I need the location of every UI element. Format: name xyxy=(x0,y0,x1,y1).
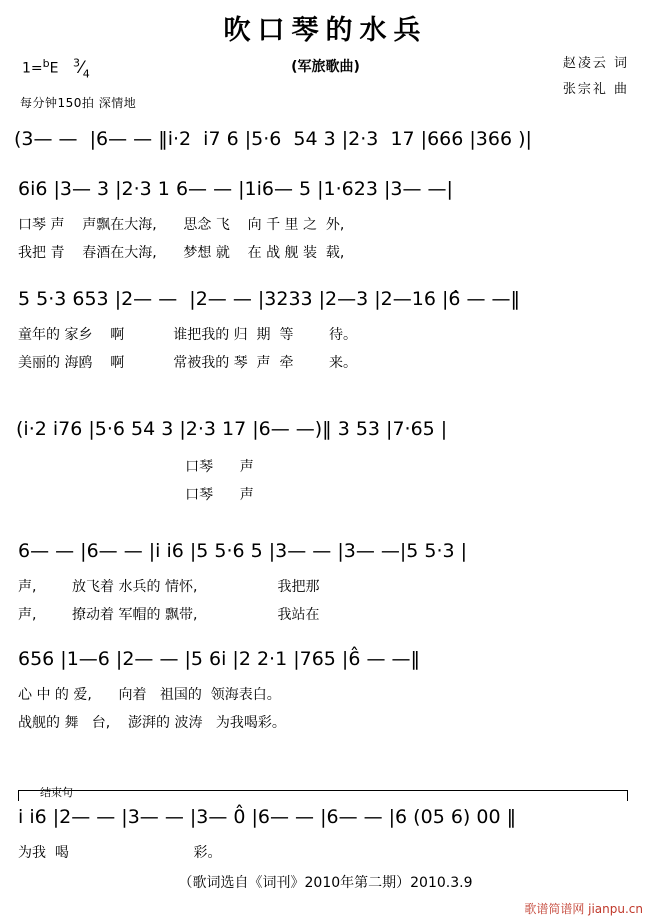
music-system xyxy=(18,806,651,862)
note-line: 656 |1—6 |2— — |5 6i |2 2·1 |765 |6̂ — —‖ xyxy=(18,648,420,670)
lyric-line: 口琴 声 xyxy=(16,487,254,503)
lyric-line: 我把 青 春酒在大海, 梦想 就 在 战 舰 装 载, xyxy=(18,245,345,261)
note-line: 6i6 |3— 3 |2·3 1 6— — |1i6— 5 |1·623 |3— —| xyxy=(18,178,453,200)
music-system xyxy=(14,128,651,150)
source-note: （歌词选自《词刊》2010年第二期）2010.3.9 xyxy=(178,875,473,891)
page-title: 吹口琴的水兵 xyxy=(223,15,428,46)
key-flat: b xyxy=(42,57,50,70)
music-system xyxy=(18,178,651,262)
subtitle: (军旅歌曲) xyxy=(291,59,360,75)
lyric-line: 声, 放飞着 水兵的 情怀, 我把那 xyxy=(18,579,320,595)
time-signature: $^3⁄_4$ xyxy=(72,56,90,81)
repeat-bracket xyxy=(18,790,628,801)
tempo-marking: 每分钟150拍 深情地 xyxy=(20,96,137,110)
composer-credit: 张宗礼 曲 xyxy=(562,82,629,97)
music-system xyxy=(18,288,651,372)
note-line: (i·2 i76 |5·6 54 3 |2·3 17 |6— —)‖ 3 53 |7·65 | xyxy=(16,418,448,440)
watermark: 歌谱简谱网 jianpu.cn xyxy=(524,902,643,916)
lyric-line: 美丽的 海鸥 啊 常被我的 琴 声 牵 来。 xyxy=(18,355,358,371)
music-system xyxy=(18,540,651,624)
key-signature xyxy=(22,56,90,80)
lyricist-credit: 赵凌云 词 xyxy=(562,56,629,71)
ending-label: 结束句 xyxy=(40,786,73,799)
note-line: i i6 |2— — |3— — |3— 0̂ |6— — |6— — |6 (05 6) 00 ‖ xyxy=(18,806,517,828)
lyric-line: 口琴 声 声飘在大海, 思念 飞 向 千 里 之 外, xyxy=(18,217,345,233)
lyric-line: 童年的 家乡 啊 谁把我的 归 期 等 待。 xyxy=(18,327,358,343)
lyric-line: 为我 喝 彩。 xyxy=(18,845,222,861)
lyric-line: 声, 撩动着 军帽的 飘带, 我站在 xyxy=(18,607,320,623)
lyric-line: 战舰的 舞 台, 澎湃的 波涛 为我喝彩。 xyxy=(18,715,286,731)
key-label: 1= xyxy=(22,60,43,77)
lyric-line: 口琴 声 xyxy=(16,459,254,475)
meter-numerator: 3 xyxy=(72,56,80,69)
key-letter: E xyxy=(49,60,59,77)
music-system xyxy=(16,418,651,504)
meter-denominator: 4 xyxy=(82,67,90,81)
lyric-line: 心 中 的 爱, 向着 祖国的 领海表白。 xyxy=(18,687,281,703)
note-line: 6— — |6— — |i i6 |5 5·6 5 |3— — |3— —|5 5·3 | xyxy=(18,540,468,562)
note-line: (3— — |6— — ‖i·2 i7 6 |5·6 54 3 |2·3 17 |666 |366 )| xyxy=(14,128,532,150)
music-system xyxy=(18,648,651,732)
note-line: 5 5·3 653 |2— — |2— — |3233 |2—3 |2—16 |6̂ — —‖ xyxy=(18,288,521,310)
